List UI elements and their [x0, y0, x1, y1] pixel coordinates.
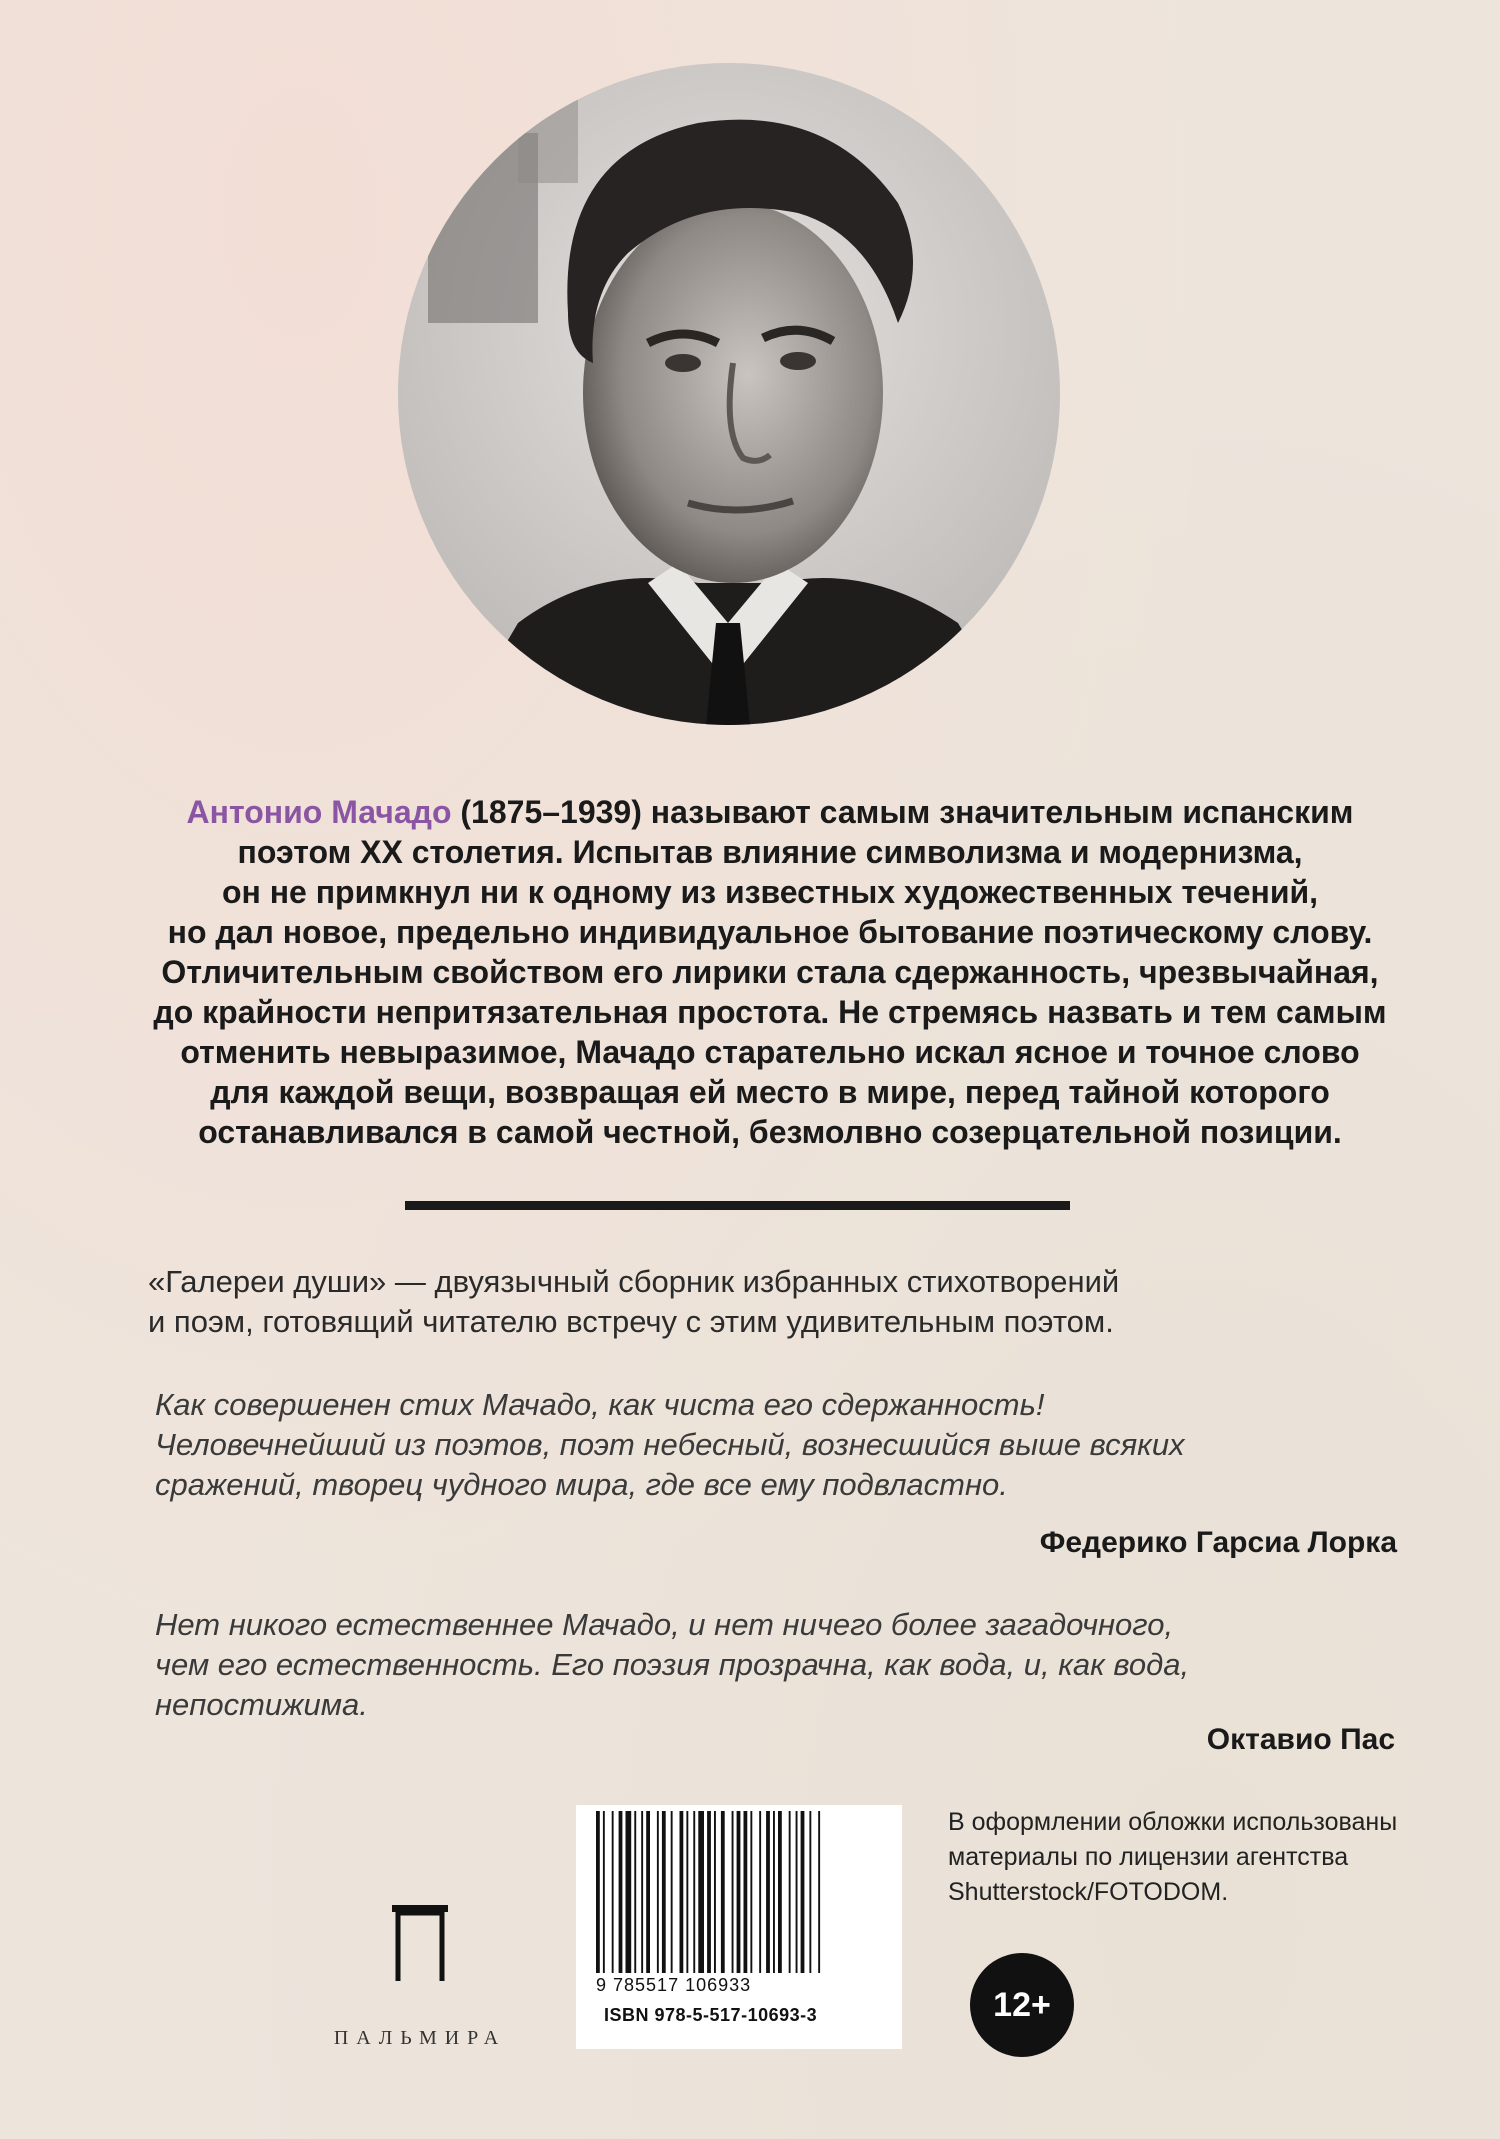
- bio-line: останавливался в самой честной, безмолвно созерцательной позиции.: [198, 1114, 1342, 1150]
- book-description: [148, 1262, 1408, 1342]
- barcode-bar: [634, 1811, 636, 1973]
- quote-author-lorca: Федерико Гарсиа Лорка: [1039, 1526, 1397, 1559]
- barcode-bar: [707, 1811, 711, 1973]
- barcode-bar: [662, 1811, 666, 1973]
- quote-line: Нет никого естественнее Мачадо, и нет ничего более загадочного,: [155, 1607, 1174, 1642]
- divider-rule: [405, 1201, 1070, 1210]
- barcode-bar: [818, 1811, 820, 1973]
- credits-line: Shutterstock/FOTODOM.: [948, 1878, 1229, 1906]
- barcode-bar: [596, 1811, 600, 1973]
- credits-line: В оформлении обложки использованы: [948, 1808, 1398, 1836]
- author-name: Антонио Мачадо: [186, 794, 452, 830]
- barcode-bar: [789, 1811, 791, 1973]
- isbn-barcode: [576, 1805, 902, 2049]
- quote-line: сражений, творец чудного мира, где все ему подвластно.: [155, 1467, 1008, 1502]
- barcode-digits: 9 785517 106933: [596, 1975, 752, 1995]
- barcode-bar: [721, 1811, 725, 1973]
- author-biography: [140, 792, 1400, 1152]
- barcode-bar: [646, 1811, 650, 1973]
- quote-author-paz: Октавио Пас: [1206, 1723, 1395, 1756]
- barcode-bars-icon: [594, 1811, 880, 1973]
- barcode-bar: [671, 1811, 673, 1973]
- barcode-bar: [686, 1811, 688, 1973]
- publisher-block: [300, 1905, 540, 2050]
- barcode-bar: [626, 1811, 632, 1973]
- barcode-bar: [641, 1811, 643, 1973]
- quote-paz: [155, 1605, 1405, 1725]
- barcode-bar: [693, 1811, 695, 1973]
- barcode-bar: [657, 1811, 659, 1973]
- description-line: «Галереи души» — двуязычный сборник избранных стихотворений: [148, 1264, 1120, 1299]
- image-credits: [948, 1805, 1468, 1910]
- barcode-bar: [732, 1811, 734, 1973]
- bio-line: отменить невыразимое, Мачадо старательно искал ясное и точное слово: [180, 1034, 1360, 1070]
- barcode-bar: [773, 1811, 775, 1973]
- barcode-bar: [801, 1811, 805, 1973]
- description-line: и поэм, готовящий читателю встречу с этим удивительным поэтом.: [148, 1304, 1114, 1339]
- barcode-bar: [744, 1811, 748, 1973]
- bio-line: до крайности непритязательная простота. Не стремясь назвать и тем самым: [153, 994, 1387, 1030]
- credits-line: материалы по лицензии агентства: [948, 1843, 1349, 1871]
- quote-line: Человечнейший из поэтов, поэт небесный, вознесшийся выше всяких: [155, 1427, 1185, 1462]
- barcode-bar: [603, 1811, 605, 1973]
- bio-line: но дал новое, предельно индивидуальное бытование поэтическому слову.: [167, 914, 1373, 950]
- author-portrait: [398, 63, 1060, 725]
- barcode-bar: [766, 1811, 770, 1973]
- barcode-bar: [619, 1811, 623, 1973]
- barcode-bar: [737, 1811, 741, 1973]
- quote-line: чем его естественность. Его поэзия прозрачна, как вода, и, как вода,: [155, 1647, 1190, 1682]
- barcode-bar: [612, 1811, 614, 1973]
- barcode-bar: [698, 1811, 704, 1973]
- quote-line: Как совершенен стих Мачадо, как чиста его сдержанность!: [155, 1387, 1045, 1422]
- portrait-image: [398, 63, 1060, 725]
- bio-line: Отличительным свойством его лирики стала сдержанность, чрезвычайная,: [161, 954, 1379, 990]
- barcode-bar: [809, 1811, 811, 1973]
- publisher-logo-icon: [392, 1905, 448, 1983]
- age-rating-badge: 12+: [970, 1953, 1074, 2057]
- bio-line: Антонио Мачадо (1875–1939) называют самым значительным испанским: [186, 794, 1354, 830]
- barcode-bar: [759, 1811, 761, 1973]
- barcode-bar: [796, 1811, 798, 1973]
- quote-line: непостижима.: [155, 1687, 368, 1722]
- barcode-bar: [750, 1811, 752, 1973]
- bio-line: он не примкнул ни к одному из известных художественных течений,: [221, 874, 1319, 910]
- bio-line: поэтом XX столетия. Испытав влияние символизма и модернизма,: [237, 834, 1303, 870]
- publisher-name: ПАЛЬМИРА: [333, 2027, 507, 2049]
- isbn-number: ISBN 978-5-517-10693-3: [604, 2005, 818, 2025]
- barcode-bar: [714, 1811, 716, 1973]
- quote-lorca: [155, 1385, 1405, 1505]
- bio-line: для каждой вещи, возвращая ей место в мире, перед тайной которого: [210, 1074, 1330, 1110]
- barcode-bar: [680, 1811, 684, 1973]
- barcode-bar: [778, 1811, 782, 1973]
